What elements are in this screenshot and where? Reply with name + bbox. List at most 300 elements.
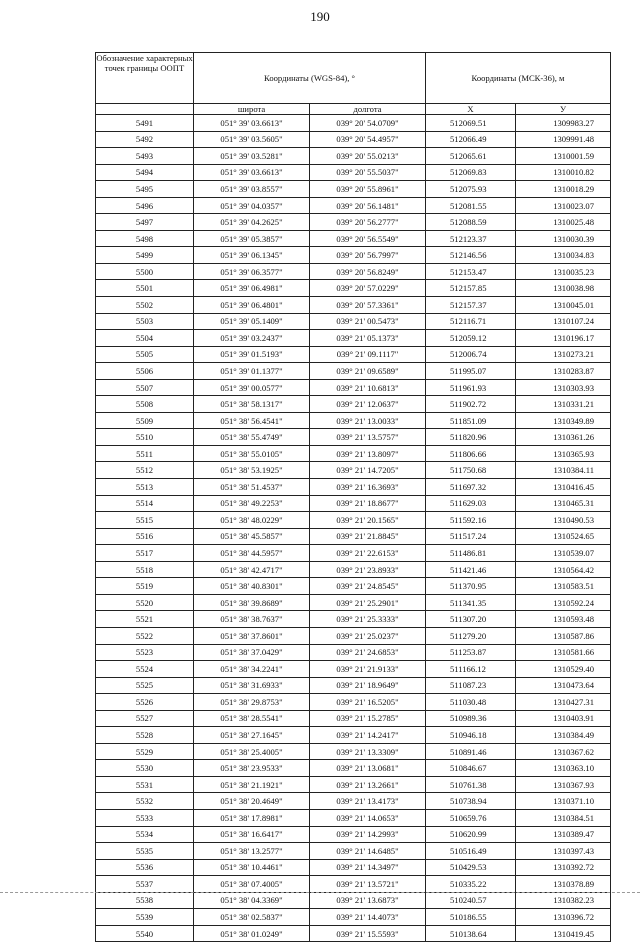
y-cell: 1310583.51 [516,578,611,595]
y-cell: 1310367.62 [516,743,611,760]
x-cell: 512069.83 [426,164,516,181]
table-row [96,859,611,876]
latitude-cell: 051° 38' 37.8601" [194,627,310,644]
latitude-cell: 051° 38' 40.8301" [194,578,310,595]
point-id-cell: 5516 [96,528,194,545]
point-id-cell: 5500 [96,263,194,280]
table-row [96,445,611,462]
y-cell: 1310363.10 [516,760,611,777]
y-cell: 1310030.39 [516,230,611,247]
longitude-cell: 039° 21' 20.1565" [310,512,426,529]
y-cell: 1310384.49 [516,727,611,744]
x-cell: 511851.09 [426,412,516,429]
longitude-cell: 039° 21' 14.2417" [310,727,426,744]
point-subheader-blank [96,104,194,115]
latitude-cell: 051° 38' 53.1925" [194,462,310,479]
latitude-cell: 051° 38' 44.5957" [194,545,310,562]
table-row [96,214,611,231]
latitude-cell: 051° 38' 55.0105" [194,445,310,462]
y-cell: 1310023.07 [516,197,611,214]
x-cell: 512123.37 [426,230,516,247]
table-body [96,115,611,942]
x-cell: 512157.37 [426,297,516,314]
point-id-cell: 5536 [96,859,194,876]
y-cell: 1310303.93 [516,379,611,396]
table-row [96,710,611,727]
y-cell: 1310389.47 [516,826,611,843]
latitude-cell: 051° 38' 31.6933" [194,677,310,694]
x-cell: 511961.93 [426,379,516,396]
point-id-cell: 5499 [96,247,194,264]
latitude-cell: 051° 38' 04.3369" [194,892,310,909]
x-cell: 510659.76 [426,809,516,826]
x-cell: 512006.74 [426,346,516,363]
table-row [96,313,611,330]
longitude-cell: 039° 20' 54.0709" [310,115,426,132]
x-cell: 511592.16 [426,512,516,529]
latitude-cell: 051° 38' 51.4537" [194,479,310,496]
y-cell: 1310419.45 [516,925,611,942]
latitude-cell: 051° 38' 37.0429" [194,644,310,661]
latitude-cell: 051° 39' 03.2437" [194,330,310,347]
point-id-cell: 5523 [96,644,194,661]
y-cell: 1310035.23 [516,263,611,280]
point-id-cell: 5538 [96,892,194,909]
x-cell: 511750.68 [426,462,516,479]
x-cell: 511517.24 [426,528,516,545]
longitude-cell: 039° 21' 24.8545" [310,578,426,595]
x-cell: 511995.07 [426,363,516,380]
point-id-cell: 5514 [96,495,194,512]
y-cell: 1310397.43 [516,843,611,860]
latitude-cell: 051° 38' 13.2577" [194,843,310,860]
longitude-cell: 039° 20' 55.0213" [310,148,426,165]
point-id-cell: 5497 [96,214,194,231]
point-id-cell: 5531 [96,776,194,793]
point-id-cell: 5510 [96,429,194,446]
point-id-cell: 5517 [96,545,194,562]
table-row [96,793,611,810]
longitude-cell: 039° 21' 16.3693" [310,479,426,496]
point-id-cell: 5501 [96,280,194,297]
point-id-cell: 5508 [96,396,194,413]
y-cell: 1310465.31 [516,495,611,512]
point-id-cell: 5491 [96,115,194,132]
y-cell: 1310529.40 [516,661,611,678]
latitude-cell: 051° 38' 39.8689" [194,594,310,611]
x-cell: 512081.55 [426,197,516,214]
table-row [96,297,611,314]
x-cell: 510335.22 [426,876,516,893]
longitude-cell: 039° 21' 18.8677" [310,495,426,512]
y-cell: 1310361.26 [516,429,611,446]
x-cell: 510620.99 [426,826,516,843]
latitude-cell: 051° 38' 17.8981" [194,809,310,826]
point-id-cell: 5495 [96,181,194,198]
table-row [96,809,611,826]
latitude-cell: 051° 39' 01.5193" [194,346,310,363]
longitude-cell: 039° 21' 00.5473" [310,313,426,330]
y-cell: 1310587.86 [516,627,611,644]
x-cell: 510846.67 [426,760,516,777]
longitude-cell: 039° 21' 21.9133" [310,661,426,678]
x-cell: 512153.47 [426,263,516,280]
latitude-cell: 051° 39' 04.0357" [194,197,310,214]
longitude-cell: 039° 20' 56.5549" [310,230,426,247]
longitude-cell: 039° 21' 23.8933" [310,561,426,578]
table-row [96,462,611,479]
y-cell: 1310283.87 [516,363,611,380]
y-cell: 1310427.31 [516,694,611,711]
page-number: 190 [310,9,330,24]
table-row [96,561,611,578]
point-id-cell: 5520 [96,594,194,611]
x-cell: 511820.96 [426,429,516,446]
latitude-cell: 051° 39' 04.2625" [194,214,310,231]
table-row [96,115,611,132]
point-id-cell: 5506 [96,363,194,380]
latitude-cell: 051° 38' 10.4461" [194,859,310,876]
longitude-cell: 039° 21' 13.0033" [310,412,426,429]
point-id-cell: 5528 [96,727,194,744]
x-cell: 510891.46 [426,743,516,760]
x-cell: 511253.87 [426,644,516,661]
point-id-cell: 5530 [96,760,194,777]
y-cell: 1310010.82 [516,164,611,181]
x-cell: 511370.95 [426,578,516,595]
y-cell: 1310384.51 [516,809,611,826]
longitude-cell: 039° 21' 09.1117" [310,346,426,363]
latitude-cell: 051° 38' 28.5541" [194,710,310,727]
y-cell: 1310403.91 [516,710,611,727]
latitude-cell: 051° 38' 38.7637" [194,611,310,628]
latitude-cell: 051° 39' 01.1377" [194,363,310,380]
latitude-cell: 051° 38' 45.5857" [194,528,310,545]
x-cell: 510738.94 [426,793,516,810]
y-cell: 1310593.48 [516,611,611,628]
point-id-cell: 5515 [96,512,194,529]
longitude-cell: 039° 20' 55.8961" [310,181,426,198]
y-cell: 1310196.17 [516,330,611,347]
table-row [96,909,611,926]
point-id-cell: 5513 [96,479,194,496]
x-cell: 510946.18 [426,727,516,744]
latitude-cell: 051° 39' 00.0577" [194,379,310,396]
table-row [96,330,611,347]
table-row [96,627,611,644]
point-id-cell: 5518 [96,561,194,578]
point-id-cell: 5532 [96,793,194,810]
x-cell: 512075.93 [426,181,516,198]
x-cell: 511421.46 [426,561,516,578]
latitude-cell: 051° 38' 16.6417" [194,826,310,843]
longitude-cell: 039° 21' 14.0653" [310,809,426,826]
latitude-cell: 051° 38' 25.4005" [194,743,310,760]
longitude-cell: 039° 20' 56.8249" [310,263,426,280]
x-cell: 512157.85 [426,280,516,297]
y-cell: 1310365.93 [516,445,611,462]
longitude-cell: 039° 21' 14.6485" [310,843,426,860]
latitude-cell: 051° 39' 03.6613" [194,115,310,132]
x-cell: 511697.32 [426,479,516,496]
longitude-cell: 039° 21' 18.9649" [310,677,426,694]
y-cell: 1310273.21 [516,346,611,363]
latitude-cell: 051° 38' 02.5837" [194,909,310,926]
latitude-cell: 051° 38' 21.1921" [194,776,310,793]
x-cell: 512088.59 [426,214,516,231]
point-id-cell: 5534 [96,826,194,843]
longitude-cell: 039° 21' 14.7205" [310,462,426,479]
longitude-cell: 039° 20' 54.4957" [310,131,426,148]
point-id-cell: 5494 [96,164,194,181]
table-row [96,230,611,247]
point-id-cell: 5498 [96,230,194,247]
x-cell: 512069.51 [426,115,516,132]
x-cell: 511341.35 [426,594,516,611]
latitude-cell: 051° 39' 03.8557" [194,181,310,198]
x-cell: 510516.49 [426,843,516,860]
table-row [96,181,611,198]
coordinates-table [95,52,611,942]
point-id-cell: 5522 [96,627,194,644]
latitude-cell: 051° 39' 03.5605" [194,131,310,148]
x-cell: 512116.71 [426,313,516,330]
table-row [96,479,611,496]
y-cell: 1310581.66 [516,644,611,661]
point-id-cell: 5503 [96,313,194,330]
longitude-cell: 039° 21' 14.4073" [310,909,426,926]
latitude-cell: 051° 38' 27.1645" [194,727,310,744]
latitude-cell: 051° 39' 03.6613" [194,164,310,181]
point-column-header: Обозначение характерных точек границы ООПТ [96,53,194,104]
longitude-cell: 039° 21' 13.2661" [310,776,426,793]
longitude-cell: 039° 21' 25.3333" [310,611,426,628]
point-id-cell: 5524 [96,661,194,678]
latitude-cell: 051° 38' 34.2241" [194,661,310,678]
table-row [96,247,611,264]
longitude-cell: 039° 21' 05.1373" [310,330,426,347]
y-cell: 1310034.83 [516,247,611,264]
longitude-cell: 039° 20' 57.3361" [310,297,426,314]
longitude-cell: 039° 20' 56.7997" [310,247,426,264]
table-row [96,363,611,380]
latitude-cell: 051° 38' 56.4541" [194,412,310,429]
point-id-cell: 5509 [96,412,194,429]
latitude-cell: 051° 38' 42.4717" [194,561,310,578]
point-id-cell: 5529 [96,743,194,760]
longitude-cell: 039° 21' 13.0681" [310,760,426,777]
x-cell: 511629.03 [426,495,516,512]
x-cell: 511902.72 [426,396,516,413]
y-cell: 1309991.48 [516,131,611,148]
latitude-cell: 051° 39' 05.1409" [194,313,310,330]
longitude-cell: 039° 21' 15.2785" [310,710,426,727]
longitude-header: долгота [310,104,426,115]
table-row [96,677,611,694]
latitude-cell: 051° 39' 06.4981" [194,280,310,297]
point-id-cell: 5521 [96,611,194,628]
x-cell: 511307.20 [426,611,516,628]
table-row [96,694,611,711]
y-cell: 1310396.72 [516,909,611,926]
latitude-cell: 051° 39' 06.1345" [194,247,310,264]
x-cell: 510429.53 [426,859,516,876]
x-cell: 511486.81 [426,545,516,562]
longitude-cell: 039° 21' 13.8097" [310,445,426,462]
y-cell: 1310107.24 [516,313,611,330]
longitude-cell: 039° 20' 55.5037" [310,164,426,181]
y-header: У [516,104,611,115]
latitude-header: широта [194,104,310,115]
wgs84-group-header: Координаты (WGS-84), ° [194,53,426,104]
longitude-cell: 039° 21' 24.6853" [310,644,426,661]
point-id-cell: 5537 [96,876,194,893]
table-row [96,743,611,760]
table-row [96,280,611,297]
y-cell: 1310392.72 [516,859,611,876]
table-row [96,396,611,413]
x-cell: 510186.55 [426,909,516,926]
table-row [96,876,611,893]
longitude-cell: 039° 21' 14.2993" [310,826,426,843]
longitude-cell: 039° 21' 13.3309" [310,743,426,760]
longitude-cell: 039° 20' 56.2777" [310,214,426,231]
table-row [96,346,611,363]
y-cell: 1310331.21 [516,396,611,413]
longitude-cell: 039° 20' 57.0229" [310,280,426,297]
y-cell: 1310592.24 [516,594,611,611]
longitude-cell: 039° 21' 15.5593" [310,925,426,942]
y-cell: 1310539.07 [516,545,611,562]
longitude-cell: 039° 21' 25.0237" [310,627,426,644]
y-cell: 1310384.11 [516,462,611,479]
x-cell: 511806.66 [426,445,516,462]
point-id-cell: 5505 [96,346,194,363]
x-cell: 512066.49 [426,131,516,148]
table-row [96,197,611,214]
msk36-group-header: Координаты (МСК-36), м [426,53,611,104]
x-cell: 510989.36 [426,710,516,727]
latitude-cell: 051° 38' 49.2253" [194,495,310,512]
x-header: X [426,104,516,115]
y-cell: 1310038.98 [516,280,611,297]
table-row [96,843,611,860]
longitude-cell: 039° 20' 56.1481" [310,197,426,214]
point-id-cell: 5526 [96,694,194,711]
x-cell: 511279.20 [426,627,516,644]
x-cell: 511166.12 [426,661,516,678]
latitude-cell: 051° 39' 05.3857" [194,230,310,247]
table-row [96,611,611,628]
x-cell: 512059.12 [426,330,516,347]
table-row [96,512,611,529]
point-id-cell: 5533 [96,809,194,826]
x-cell: 512146.56 [426,247,516,264]
point-id-cell: 5496 [96,197,194,214]
latitude-cell: 051° 38' 20.4649" [194,793,310,810]
longitude-cell: 039° 21' 16.5205" [310,694,426,711]
y-cell: 1310564.42 [516,561,611,578]
table-row [96,925,611,942]
longitude-cell: 039° 21' 25.2901" [310,594,426,611]
page-bottom-rule [0,892,640,893]
point-id-cell: 5507 [96,379,194,396]
x-cell: 512065.61 [426,148,516,165]
point-id-cell: 5535 [96,843,194,860]
longitude-cell: 039° 21' 13.5721" [310,876,426,893]
table-row [96,131,611,148]
point-id-cell: 5512 [96,462,194,479]
longitude-cell: 039° 21' 22.6153" [310,545,426,562]
table-row [96,495,611,512]
x-cell: 511030.48 [426,694,516,711]
y-cell: 1310025.48 [516,214,611,231]
point-id-cell: 5527 [96,710,194,727]
longitude-cell: 039° 21' 10.6813" [310,379,426,396]
point-id-cell: 5539 [96,909,194,926]
latitude-cell: 051° 39' 03.5281" [194,148,310,165]
y-cell: 1309983.27 [516,115,611,132]
point-id-cell: 5504 [96,330,194,347]
table-row [96,661,611,678]
latitude-cell: 051° 39' 06.4801" [194,297,310,314]
table-row [96,528,611,545]
table-row [96,429,611,446]
table-row [96,826,611,843]
y-cell: 1310349.89 [516,412,611,429]
table-row [96,379,611,396]
y-cell: 1310001.59 [516,148,611,165]
point-id-cell: 5519 [96,578,194,595]
table-row [96,164,611,181]
x-cell: 511087.23 [426,677,516,694]
x-cell: 510240.57 [426,892,516,909]
y-cell: 1310045.01 [516,297,611,314]
table-row [96,892,611,909]
x-cell: 510138.64 [426,925,516,942]
table-row [96,148,611,165]
longitude-cell: 039° 21' 13.4173" [310,793,426,810]
latitude-cell: 051° 38' 01.0249" [194,925,310,942]
point-id-cell: 5492 [96,131,194,148]
latitude-cell: 051° 38' 23.9533" [194,760,310,777]
point-id-cell: 5502 [96,297,194,314]
latitude-cell: 051° 39' 06.3577" [194,263,310,280]
longitude-cell: 039° 21' 21.8845" [310,528,426,545]
table-row [96,263,611,280]
point-id-cell: 5525 [96,677,194,694]
point-id-cell: 5511 [96,445,194,462]
y-cell: 1310367.93 [516,776,611,793]
table-row [96,545,611,562]
table-row [96,776,611,793]
y-cell: 1310473.64 [516,677,611,694]
table-row [96,594,611,611]
longitude-cell: 039° 21' 13.6873" [310,892,426,909]
x-cell: 510761.38 [426,776,516,793]
latitude-cell: 051° 38' 29.8753" [194,694,310,711]
table-row [96,760,611,777]
longitude-cell: 039° 21' 09.6589" [310,363,426,380]
y-cell: 1310371.10 [516,793,611,810]
latitude-cell: 051° 38' 48.0229" [194,512,310,529]
longitude-cell: 039° 21' 13.5757" [310,429,426,446]
point-id-cell: 5540 [96,925,194,942]
table-row [96,644,611,661]
y-cell: 1310378.89 [516,876,611,893]
y-cell: 1310416.45 [516,479,611,496]
y-cell: 1310018.29 [516,181,611,198]
